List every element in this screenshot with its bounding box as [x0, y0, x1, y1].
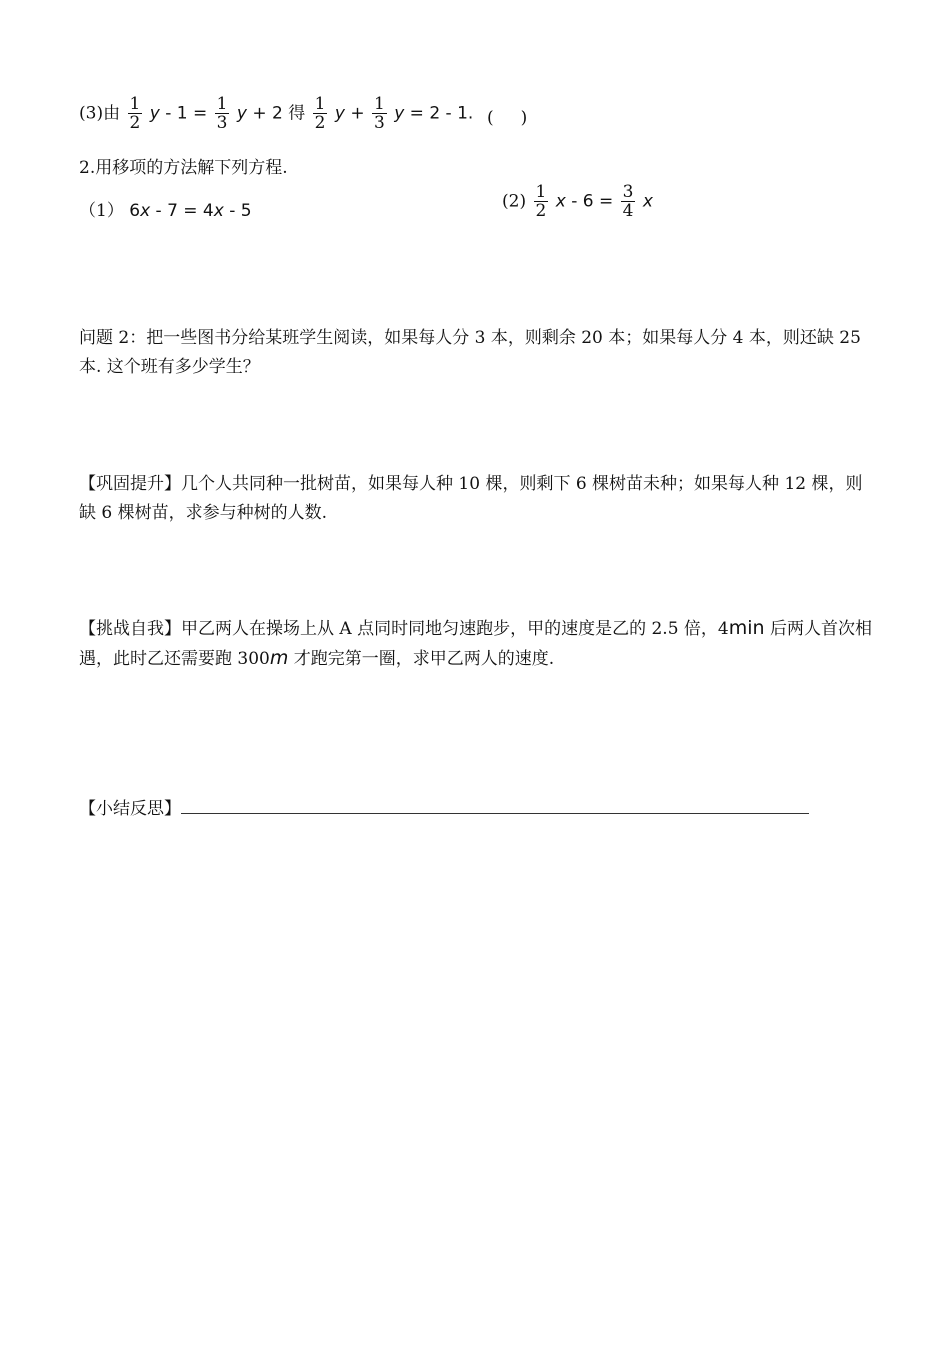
challenge-text-3: 才跑完第一圈，求甲乙两人的速度.: [288, 649, 555, 669]
variable: y: [334, 103, 345, 124]
variable: y: [394, 103, 405, 124]
item-3-label: (3)由: [79, 103, 121, 124]
part-1-label: （1）: [79, 201, 124, 221]
consolidate-tag: 【巩固提升】: [79, 474, 181, 494]
variable: y: [149, 103, 160, 124]
fraction: $\frac{3}{4}$: [622, 182, 634, 221]
challenge-text-2: 后两人首次相遇，此时乙还需要跑 300: [79, 619, 872, 669]
summary-answer-line[interactable]: [181, 797, 809, 814]
fraction: $\frac{1}{2}$: [535, 182, 547, 221]
variable: y: [236, 103, 247, 124]
question-2-title: 2.用移项的方法解下列方程.: [79, 158, 288, 178]
equation-item-3: [79, 96, 473, 132]
connector-text: 得: [288, 103, 306, 124]
fraction: $\frac{1}{2}$: [129, 94, 141, 133]
fraction: $\frac{1}{3}$: [216, 94, 228, 133]
challenge-text-1: 甲乙两人在操场上从 A 点同时同地匀速跑步，甲的速度是乙的 2.5 倍，4: [181, 619, 729, 639]
equation-part-2: [502, 184, 653, 220]
fraction: $\frac{1}{3}$: [373, 94, 385, 133]
consolidate-section: [79, 470, 874, 528]
answer-parentheses: ( ): [487, 108, 528, 128]
challenge-section: [79, 614, 874, 674]
problem-2-text: 问题 2：把一些图书分给某班学生阅读，如果每人分 3 本，则剩余 20 本；如果每人分 4 本，则还缺 25 本. 这个班有多少学生？: [79, 328, 861, 377]
unit-m: m: [269, 647, 289, 669]
expression-text: + 2: [252, 103, 283, 124]
coefficient: 6: [129, 201, 141, 221]
expression-text: - 7 = 4: [155, 201, 214, 221]
expression-text: +: [350, 103, 365, 124]
variable: x: [555, 191, 566, 212]
summary-section: [79, 794, 809, 819]
expression-text: - 5: [229, 201, 252, 221]
fraction: $\frac{1}{2}$: [314, 94, 326, 133]
equation-part-1: [79, 196, 252, 221]
expression-text: - 1 =: [165, 103, 208, 124]
variable: x: [642, 191, 653, 212]
challenge-tag: 【挑战自我】: [79, 619, 181, 639]
consolidate-text: 几个人共同种一批树苗，如果每人种 10 棵，则剩下 6 棵树苗未种；如果每人种 12 棵，则缺 6 棵树苗，求参与种树的人数.: [79, 474, 863, 523]
expression-text: - 6 =: [571, 191, 614, 212]
part-2-label: (2): [502, 191, 527, 212]
expression-text: = 2 - 1.: [409, 103, 474, 124]
variable: x: [213, 201, 224, 221]
variable: x: [140, 201, 151, 221]
summary-tag: 【小结反思】: [79, 799, 181, 819]
unit-min: min: [728, 617, 765, 639]
